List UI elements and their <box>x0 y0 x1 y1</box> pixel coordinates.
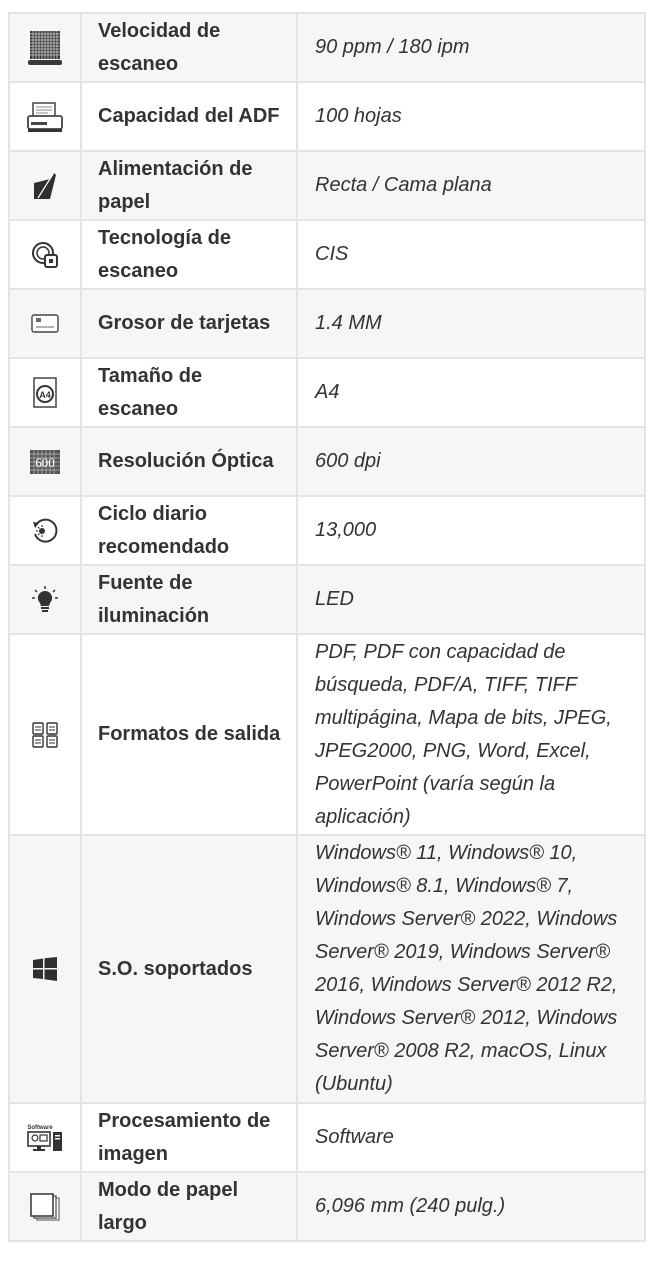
a4-page-icon <box>31 377 59 409</box>
spec-row <box>9 13 645 82</box>
spec-label: Fuente de iluminación <box>81 565 297 634</box>
windows-logo-icon <box>32 957 58 981</box>
spec-value: Recta / Cama plana <box>297 151 645 220</box>
spec-row <box>9 565 645 634</box>
spec-value: 6,096 mm (240 pulg.) <box>297 1172 645 1241</box>
spec-label: Resolución Óptica <box>81 427 297 496</box>
cis-sensor-icon <box>30 240 60 270</box>
spec-label: Formatos de salida <box>81 634 297 835</box>
spec-value: LED <box>297 565 645 634</box>
svg-text:600: 600 <box>35 454 55 470</box>
spec-row <box>9 427 645 496</box>
spec-label: Capacidad del ADF <box>81 82 297 151</box>
spec-value: 600 dpi <box>297 427 645 496</box>
spec-row <box>9 220 645 289</box>
adf-scanner-icon <box>26 101 64 133</box>
spec-value: A4 <box>297 358 645 427</box>
paper-feed-icon <box>30 171 60 201</box>
resolution-600-icon <box>29 449 61 475</box>
spec-row <box>9 151 645 220</box>
spec-label: Procesamiento de imagen <box>81 1103 297 1172</box>
spec-row <box>9 634 645 835</box>
spec-label: S.O. soportados <box>81 835 297 1103</box>
spec-row <box>9 835 645 1103</box>
spec-value: 13,000 <box>297 496 645 565</box>
spec-label: Modo de papel largo <box>81 1172 297 1241</box>
long-paper-icon <box>29 1192 61 1222</box>
specs-table <box>8 12 646 1242</box>
spec-label: Tecnología de escaneo <box>81 220 297 289</box>
spec-label: Velocidad de escaneo <box>81 13 297 82</box>
spec-row <box>9 358 645 427</box>
spec-row <box>9 289 645 358</box>
spec-row <box>9 82 645 151</box>
spec-value: 1.4 MM <box>297 289 645 358</box>
spec-row <box>9 1103 645 1172</box>
spec-value: Windows® 11, Windows® 10, Windows® 8.1, Windows® 7, Windows Server® 2022, Windows Server® 2019, Windows Server® 2016, Windows Server® 2012 R2, Windows Server® 2012, Windows Server® 2008 R2, macOS, Linux (Ubuntu) <box>297 835 645 1103</box>
svg-text:Software: Software <box>27 1124 53 1131</box>
spec-value: 100 hojas <box>297 82 645 151</box>
spec-value: CIS <box>297 220 645 289</box>
spec-value: PDF, PDF con capacidad de búsqueda, PDF/A, TIFF, TIFF multipágina, Mapa de bits, JPEG, JPEG2000, PNG, Word, Excel, PowerPoint (varía según la aplicación) <box>297 634 645 835</box>
spec-value: Software <box>297 1103 645 1172</box>
svg-text:A4: A4 <box>39 389 51 400</box>
spec-label: Ciclo diario recomendado <box>81 496 297 565</box>
spec-value: 90 ppm / 180 ipm <box>297 13 645 82</box>
spec-label: Alimentación de papel <box>81 151 297 220</box>
software-monitor-icon <box>26 1123 64 1153</box>
daily-cycle-icon <box>30 516 60 546</box>
spec-label: Grosor de tarjetas <box>81 289 297 358</box>
output-formats-icon <box>31 721 59 749</box>
spec-label: Tamaño de escaneo <box>81 358 297 427</box>
light-bulb-icon <box>30 585 60 615</box>
scan-speed-grid-icon <box>28 30 62 66</box>
card-icon <box>30 313 60 335</box>
spec-row <box>9 1172 645 1241</box>
spec-row <box>9 496 645 565</box>
